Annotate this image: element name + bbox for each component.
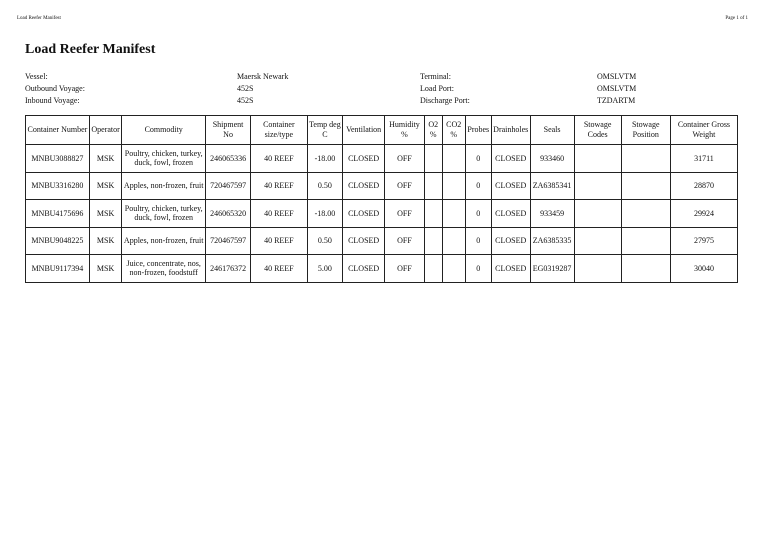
column-header: Seals — [530, 116, 574, 145]
humidity-cell: OFF — [385, 200, 425, 228]
container-number-cell: MNBU4175696 — [26, 200, 90, 228]
stowage-position-cell — [621, 227, 670, 255]
drainholes-cell: CLOSED — [491, 255, 530, 283]
temp-cell: -18.00 — [307, 200, 343, 228]
column-header: Humidity % — [385, 116, 425, 145]
container-number-cell: MNBU3088827 — [26, 145, 90, 173]
humidity-cell: OFF — [385, 255, 425, 283]
stowage-codes-cell — [574, 255, 621, 283]
seals-cell: 933459 — [530, 200, 574, 228]
operator-cell: MSK — [89, 255, 121, 283]
container-number-cell: MNBU9117394 — [26, 255, 90, 283]
temp-cell: 5.00 — [307, 255, 343, 283]
shipment-no-cell: 246176372 — [206, 255, 251, 283]
ventilation-cell: CLOSED — [343, 200, 385, 228]
probes-cell: 0 — [465, 145, 491, 173]
commodity-cell: Juice, concentrate, nos, non-frozen, foodstuff — [122, 255, 206, 283]
probes-cell: 0 — [465, 200, 491, 228]
ventilation-cell: CLOSED — [343, 172, 385, 200]
inbound-voyage-label: Inbound Voyage: — [25, 96, 80, 105]
manifest-table — [25, 115, 738, 283]
column-header: Drainholes — [491, 116, 530, 145]
ventilation-cell: CLOSED — [343, 255, 385, 283]
info-col1-values — [237, 71, 288, 107]
commodity-cell: Poultry, chicken, turkey, duck, fowl, frozen — [122, 145, 206, 173]
gross-weight-cell: 28870 — [670, 172, 737, 200]
container-number-cell: MNBU3316280 — [26, 172, 90, 200]
o2-cell — [424, 172, 442, 200]
container-type-cell: 40 REEF — [251, 227, 308, 255]
page-title: Load Reefer Manifest — [25, 42, 156, 57]
humidity-cell: OFF — [385, 145, 425, 173]
operator-cell: MSK — [89, 145, 121, 173]
co2-cell — [442, 255, 465, 283]
column-header: Container Gross Weight — [670, 116, 737, 145]
stowage-position-cell — [621, 255, 670, 283]
stowage-codes-cell — [574, 227, 621, 255]
seals-cell: EG0319287 — [530, 255, 574, 283]
table-row — [26, 227, 738, 255]
humidity-cell: OFF — [385, 172, 425, 200]
operator-cell: MSK — [89, 172, 121, 200]
column-header: CO2 % — [442, 116, 465, 145]
vessel-value: Maersk Newark — [237, 72, 289, 81]
column-header: Ventilation — [343, 116, 385, 145]
load-port-value: OMSLVTM — [597, 84, 637, 93]
vessel-label: Vessel: — [25, 72, 48, 81]
column-header: Shipment No — [206, 116, 251, 145]
commodity-cell: Poultry, chicken, turkey, duck, fowl, frozen — [122, 200, 206, 228]
page-header-left: Load Reefer Manifest — [17, 16, 61, 21]
stowage-position-cell — [621, 172, 670, 200]
shipment-no-cell: 720467597 — [206, 172, 251, 200]
container-type-cell: 40 REEF — [251, 172, 308, 200]
table-row — [26, 255, 738, 283]
table-row — [26, 200, 738, 228]
shipment-no-cell: 720467597 — [206, 227, 251, 255]
column-header: O2 % — [424, 116, 442, 145]
drainholes-cell: CLOSED — [491, 200, 530, 228]
table-row — [26, 172, 738, 200]
info-col2-labels — [420, 71, 470, 107]
co2-cell — [442, 227, 465, 255]
load-port-label: Load Port: — [420, 84, 454, 93]
terminal-label: Terminal: — [420, 72, 451, 81]
page-number: Page 1 of 1 — [725, 16, 748, 21]
seals-cell: ZA6385341 — [530, 172, 574, 200]
stowage-position-cell — [621, 145, 670, 173]
stowage-codes-cell — [574, 200, 621, 228]
seals-cell: 933460 — [530, 145, 574, 173]
gross-weight-cell: 27975 — [670, 227, 737, 255]
operator-cell: MSK — [89, 200, 121, 228]
column-header: Container size/type — [251, 116, 308, 145]
commodity-cell: Apples, non-frozen, fruit — [122, 172, 206, 200]
ventilation-cell: CLOSED — [343, 227, 385, 255]
temp-cell: 0.50 — [307, 172, 343, 200]
gross-weight-cell: 31711 — [670, 145, 737, 173]
humidity-cell: OFF — [385, 227, 425, 255]
drainholes-cell: CLOSED — [491, 227, 530, 255]
shipment-no-cell: 246065336 — [206, 145, 251, 173]
probes-cell: 0 — [465, 227, 491, 255]
info-col2-values — [597, 71, 636, 107]
column-header: Commodity — [122, 116, 206, 145]
drainholes-cell: CLOSED — [491, 172, 530, 200]
ventilation-cell: CLOSED — [343, 145, 385, 173]
container-number-cell: MNBU9048225 — [26, 227, 90, 255]
column-header: Operator — [89, 116, 121, 145]
column-header: Stowage Position — [621, 116, 670, 145]
drainholes-cell: CLOSED — [491, 145, 530, 173]
column-header: Stowage Codes — [574, 116, 621, 145]
temp-cell: -18.00 — [307, 145, 343, 173]
discharge-port-label: Discharge Port: — [420, 96, 470, 105]
column-header: Probes — [465, 116, 491, 145]
outbound-voyage-label: Outbound Voyage: — [25, 84, 85, 93]
stowage-codes-cell — [574, 172, 621, 200]
commodity-cell: Apples, non-frozen, fruit — [122, 227, 206, 255]
shipment-no-cell: 246065320 — [206, 200, 251, 228]
terminal-value: OMSLVTM — [597, 72, 637, 81]
probes-cell: 0 — [465, 255, 491, 283]
stowage-codes-cell — [574, 145, 621, 173]
table-row — [26, 145, 738, 173]
o2-cell — [424, 255, 442, 283]
o2-cell — [424, 145, 442, 173]
discharge-port-value: TZDARTM — [597, 96, 636, 105]
o2-cell — [424, 200, 442, 228]
seals-cell: ZA6385335 — [530, 227, 574, 255]
co2-cell — [442, 200, 465, 228]
container-type-cell: 40 REEF — [251, 200, 308, 228]
column-header: Temp deg C — [307, 116, 343, 145]
gross-weight-cell: 30040 — [670, 255, 737, 283]
o2-cell — [424, 227, 442, 255]
probes-cell: 0 — [465, 172, 491, 200]
inbound-voyage-value: 452S — [237, 96, 254, 105]
co2-cell — [442, 145, 465, 173]
container-type-cell: 40 REEF — [251, 145, 308, 173]
stowage-position-cell — [621, 200, 670, 228]
info-col1-labels — [25, 71, 85, 107]
table-header-row — [26, 116, 738, 145]
container-type-cell: 40 REEF — [251, 255, 308, 283]
temp-cell: 0.50 — [307, 227, 343, 255]
outbound-voyage-value: 452S — [237, 84, 254, 93]
gross-weight-cell: 29924 — [670, 200, 737, 228]
operator-cell: MSK — [89, 227, 121, 255]
column-header: Container Number — [26, 116, 90, 145]
co2-cell — [442, 172, 465, 200]
